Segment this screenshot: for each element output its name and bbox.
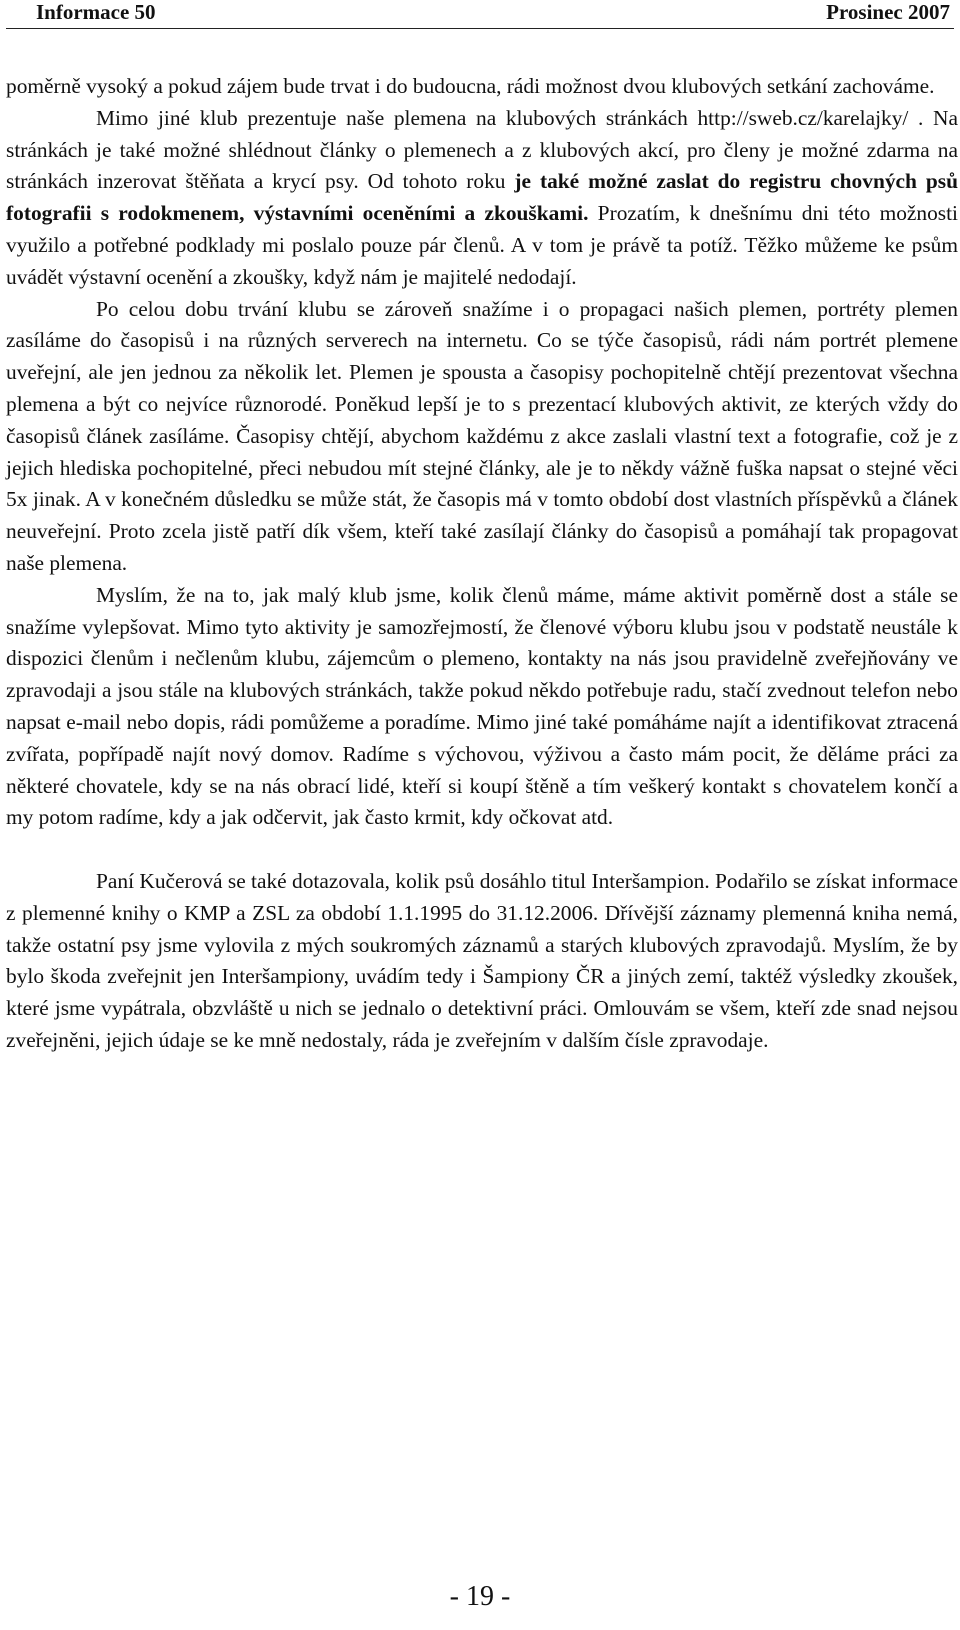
paragraph-1: poměrně vysoký a pokud zájem bude trvat i do budoucna, rádi možnost dvou klubových setkání zachováme.: [6, 74, 935, 98]
paragraph-2: [6, 103, 958, 294]
paragraph-4: Myslím, že na to, jak malý klub jsme, kolik členů máme, máme aktivit poměrně dost a stále se snažíme vylepšovat. Mimo tyto aktivity je samozřejmostí, že členové výboru klubu jsou v podstatě neustále k dispozici členům i nečlenům klubu, zájemcům o plemeno, kontakty na nás jsou pravidelně zveřejňovány ve zpravodaji a jsou stále na klubových stránkách, takže pokud někdo potřebuje radu, stačí zvednout telefon nebo napsat e-mail nebo dopis, rádi pomůžeme a poradíme. Mimo jiné také pomáháme najít a identifikovat ztracená zvířata, popřípadě najít nový domov. Radíme s výchovou, výživou a často mám pocit, že děláme práci za některé chovatele, kdy se na nás obrací lidé, kteří si koupí štěně a tím veškerý kontakt s chovatelem končí a my potom radíme, kdy a jak odčervit, jak často krmit, kdy očkovat atd.: [6, 582, 958, 830]
paragraph-2-bold: je také možné zaslat do registru chovných psů fotografii s rodokmenem, výstavními oceněními a zkouškami.: [6, 169, 958, 226]
page-header: [6, 2, 954, 29]
paragraph-2-text: Mimo jiné klub prezentuje naše plemena na klubových stránkách http://sweb.cz/karelajky/ . Na stránkách je také možné shlédnout články o plemenech a z klubových akcí, pro členy je možné zdarma na stránkách inzerovat štěňata a krycí psy. Od tohoto roku: [6, 105, 958, 194]
page-number: - 19 -: [449, 1581, 511, 1612]
paragraph-3: Po celou dobu trvání klubu se zároveň snažíme i o propagaci našich plemen, portréty plemen zasíláme do časopisů i na různých serverech na internetu. Co se týče časopisů, rádi nám portrét plemene uveřejní, ale jen jednou za několik let. Plemen je spousta a časopisy pochopitelně chtějí prezentovat všechna plemena a být co nejvíce různorodé. Poněkud lepší je to s prezentací klubových aktivit, ze kterých vždy do časopisů článek zasíláme. Časopisy chtějí, abychom každému z akce zaslali vlastní text a fotografie, což je z jejich hlediska pochopitelné, přeci nebudou mít stejné články, ale je to někdy vážně fuška napsat o stejné věci 5x jinak. A v konečném důsledku se může stát, že časopis má v tomto období dost vlastních příspěvků a článek neuveřejní. Proto zcela jistě patří dík všem, kteří také zasílají články do časopisů a pomáhají tak propagovat naše plemena.: [6, 296, 958, 575]
header-date: Prosinec 2007: [826, 0, 950, 24]
article-body: [6, 71, 958, 1057]
paragraph-5: Paní Kučerová se také dotazovala, kolik psů dosáhlo titul Interšampion. Podařilo se získat informace z plemenné knihy o KMP a ZSL za období 1.1.1995 do 31.12.2006. Dřívější záznamy plemenná kniha nemá, takže ostatní psy jsme vylovila z mých soukromých záznamů a starých klubových zpravodajů. Myslím, že by bylo škoda zveřejnit jen Interšampiony, uvádím tedy i Šampiony ČR a jiných zemí, taktéž výsledky zkoušek, které jsme vypátrala, obzvláště u nich se jednalo o detektivní práci. Omlouvám se všem, kteří zde snad nejsou zveřejněni, jejich údaje se ke mně nedostaly, ráda je zveřejním v dalším čísle zpravodaje.: [6, 868, 958, 1052]
header-publication: Informace 50: [36, 0, 156, 24]
paragraph-2-text-end: Prozatím, k dnešnímu dni této možnosti využilo a potřebné podklady mi poslalo pouze pár členů. A v tom je právě ta potíž. Těžko můžeme ke psům uvádět výstavní ocenění a zkoušky, když nám je majitelé nedodají.: [6, 201, 958, 289]
